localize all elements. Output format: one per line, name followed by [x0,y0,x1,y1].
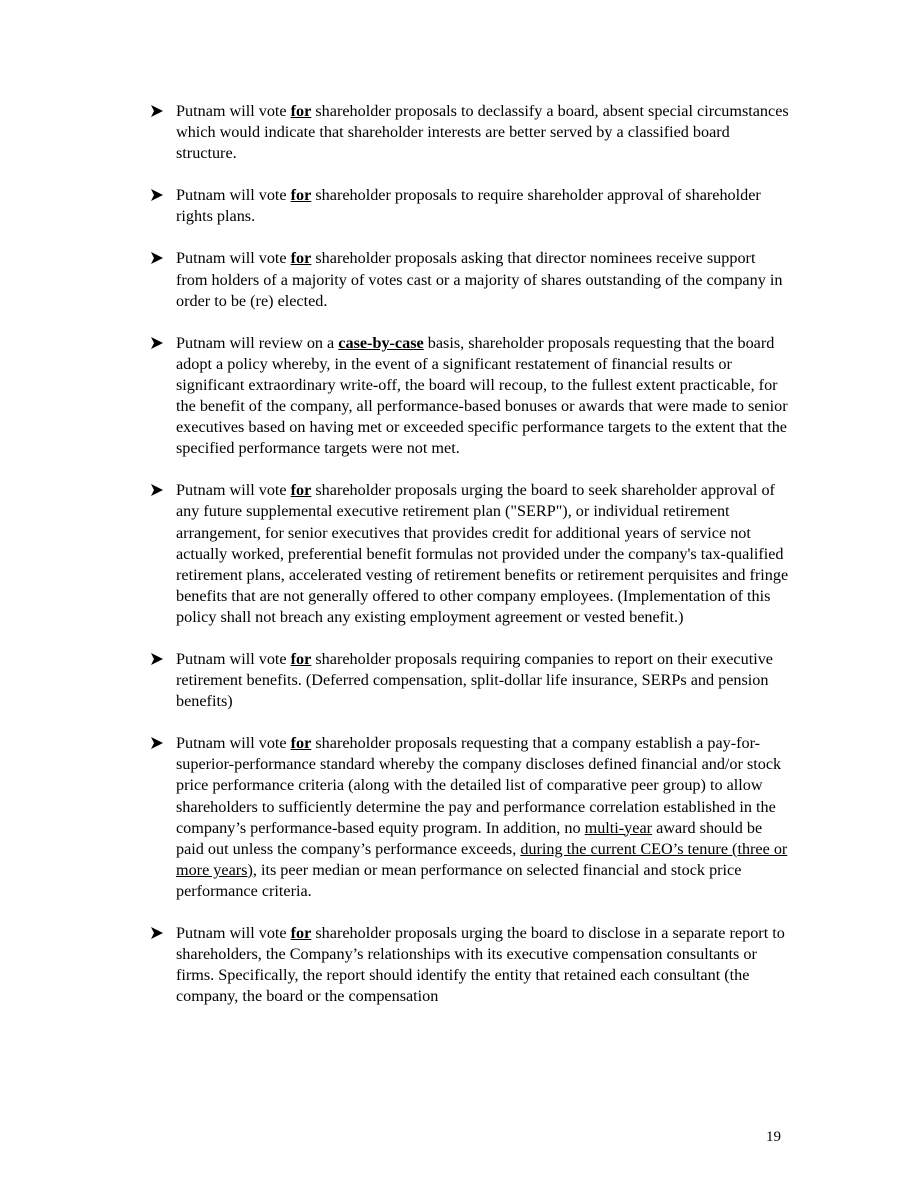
item-emphasis: for [290,186,312,205]
list-item [150,923,790,1007]
arrowhead-bullet-icon [150,104,164,118]
list-item [150,733,790,902]
item-text: shareholder proposals to require shareholder approval of shareholder rights plans. [176,186,761,226]
item-text: shareholder proposals to declassify a board, absent special circumstances which would indicate that shareholder interests are better served by a classified board structure. [176,102,789,163]
item-emphasis: for [290,924,312,942]
list-item [150,185,790,227]
item-emphasis: for [290,102,312,120]
arrowhead-bullet-icon [150,652,164,666]
item-text: shareholder proposals requesting that a company establish a pay-for-superior-performance standard whereby the company discloses defined financial and/or stock price performance criteria (along with the detailed list of comparative peer group) to allow shareholders to sufficiently determine the pay and performance correlation established in the company’s performance-based equity program. In addition, no [176,734,782,837]
item-text: shareholder proposals asking that director nominees receive support from holders of a majority of votes cast or a majority of shares outstanding of the company in order to be (re) elected. [176,249,783,310]
item-text: Putnam will vote [176,649,291,668]
arrowhead-bullet-icon [150,336,164,350]
item-text: Putnam will vote [176,249,291,268]
item-text: Putnam will vote [176,924,291,942]
list-item [150,248,790,311]
list-item [150,333,790,460]
arrowhead-bullet-icon [150,251,164,265]
list-item [150,480,790,628]
item-emphasis: for [290,481,312,500]
item-emphasis: for [290,649,312,668]
list-item [150,101,790,164]
item-text: shareholder proposals urging the board to disclose in a separate report to shareholders, the Company’s relationships with its executive compensation consultants or firms. Specifically, the report should identify the entity that retained each consultant (the company, the board or the compensation [176,924,785,1006]
arrowhead-bullet-icon [150,926,164,940]
arrowhead-bullet-icon [150,483,164,497]
item-text: Putnam will vote [176,481,291,500]
item-emphasis: for [290,734,312,753]
item-text: Putnam will vote [176,186,291,205]
item-text: , its peer median or mean performance on selected financial and stock price performance criteria. [176,860,742,900]
item-emphasis: case-by-case [338,333,424,352]
item-text: Putnam will vote [176,102,291,120]
item-text: basis, shareholder proposals requesting that the board adopt a policy whereby, in the event of a significant restatement of financial results or significant extraordinary write-off, the board will recoup, to the fullest extent practicable, for the benefit of the company, all performance-based bonuses or awards that were made to senior executives based on having met or exceeded specific performance targets to the extent that the specified performance targets were not met. [176,333,788,458]
page-number: 19 [766,1129,781,1145]
item-emphasis: for [290,249,312,268]
item-underlined-text: multi-year [584,818,653,837]
item-text: award should be paid out unless the company’s performance exceeds, [176,818,763,858]
item-text: shareholder proposals requiring companies to report on their executive retirement benefits. (Deferred compensation, split-dollar life insurance, SERPs and pension benefits) [176,649,773,711]
item-text: shareholder proposals urging the board to seek shareholder approval of any future supplemental executive retirement plan ("SERP"), or individual retirement arrangement, for senior executives that provides credit for additional years of service not actually worked, preferential benefit formulas not provided under the company's tax-qualified retirement plans, accelerated vesting of retirement benefits or retirement perquisites and fringe benefits that are not generally offered to other company employees. (Implementation of this policy shall not breach any existing employment agreement or vested benefit.) [176,481,789,626]
item-underlined-text: during the current CEO’s tenure (three or more years) [176,839,788,879]
policy-list [150,101,790,1028]
list-item [150,649,790,712]
arrowhead-bullet-icon [150,188,164,202]
arrowhead-bullet-icon [150,736,164,750]
item-text: Putnam will review on a [176,333,339,352]
item-text: Putnam will vote [176,734,291,753]
